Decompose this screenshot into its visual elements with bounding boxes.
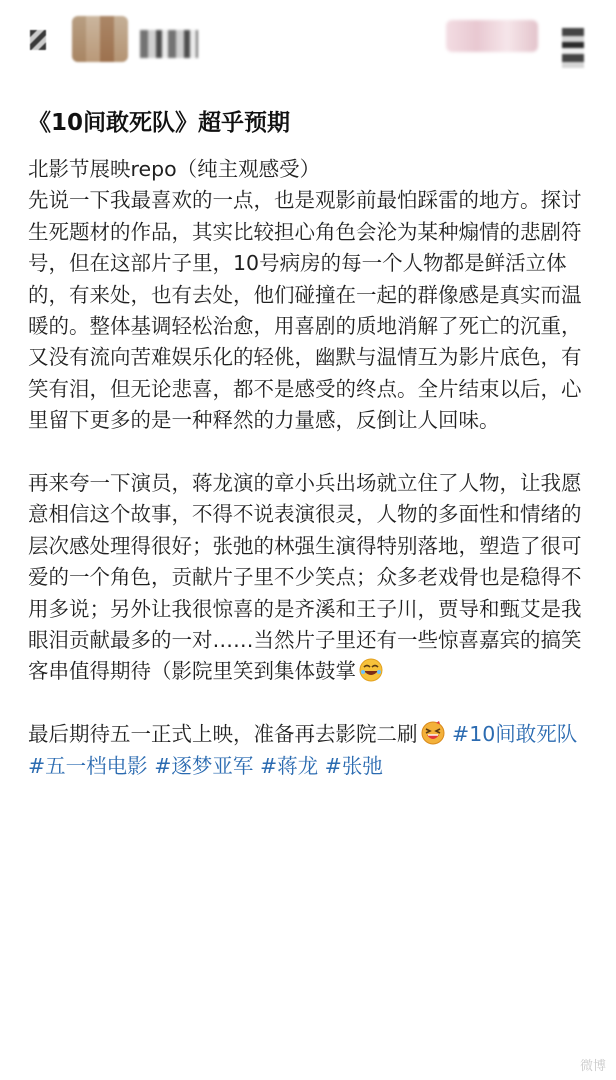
hashtag-zhumeng[interactable]: #逐梦亚军 [154,753,254,778]
hashtag-10[interactable]: #10间敢死队 [452,722,578,747]
username-blurred[interactable] [140,30,198,58]
paragraph-gap [28,688,598,719]
paragraph-gap [28,437,598,468]
avatar[interactable] [72,16,128,62]
hashtag-zhangchi[interactable]: #张弛 [324,753,383,778]
pixelated-mark [30,30,46,50]
post-paragraph-3-text: 最后期待五一正式上映，准备再去影院二刷 [28,722,418,747]
follow-button-blurred[interactable] [446,20,538,52]
post-body [28,154,598,782]
post-paragraph-intro: 北影节展映repo（纯主观感受） [28,157,321,181]
hashtag-jianglong[interactable]: #蒋龙 [259,753,319,778]
watermark: 微博 [579,1059,606,1074]
laughing-rolling-emoji-icon [358,657,384,683]
more-icon-blurred[interactable] [562,28,584,68]
post-title: 《10间敢死队》超乎预期 [28,110,291,136]
post-header [0,0,616,80]
crying-laughing-emoji-icon [420,720,446,746]
post-paragraph-2-text: 再来夸一下演员，蒋龙演的章小兵出场就立住了人物，让我愿意相信这个故事，不得不说表演很灵，人物的多面性和情绪的层次感处理得很好；张弛的林强生演得特别落地，塑造了很可爱的一个角色，贡献片子里不少笑点；众多老戏骨也是稳得不用多说；另外让我很惊喜的是齐溪和王子川，贾导和甄艾是我眼泪贡献最多的一对……当然片子里还有一些惊喜嘉宾的搞笑客串值得期待（影院里笑到集体鼓掌 [28,471,582,684]
post-paragraph-2 [28,468,598,688]
hashtag-wuyi[interactable]: #五一档电影 [28,753,148,778]
post-paragraph-1: 先说一下我最喜欢的一点，也是观影前最怕踩雷的地方。探讨生死题材的作品，其实比较担心角色会沦为某种煽情的悲剧符号，但在这部片子里，10号病房的每一个人物都是鲜活立体的，有来处，也有去处，他们碰撞在一起的群像感是真实而温暖的。整体基调轻松治愈，用喜剧的质地消解了死亡的沉重，又没有流向苦难娱乐化的轻佻，幽默与温情互为影片底色，有笑有泪，但无论悲喜，都不是感受的终点。全片结束以后，心里留下更多的是一种释然的力量感，反倒让人回味。 [28,188,582,433]
post-paragraph-3 [28,719,598,782]
